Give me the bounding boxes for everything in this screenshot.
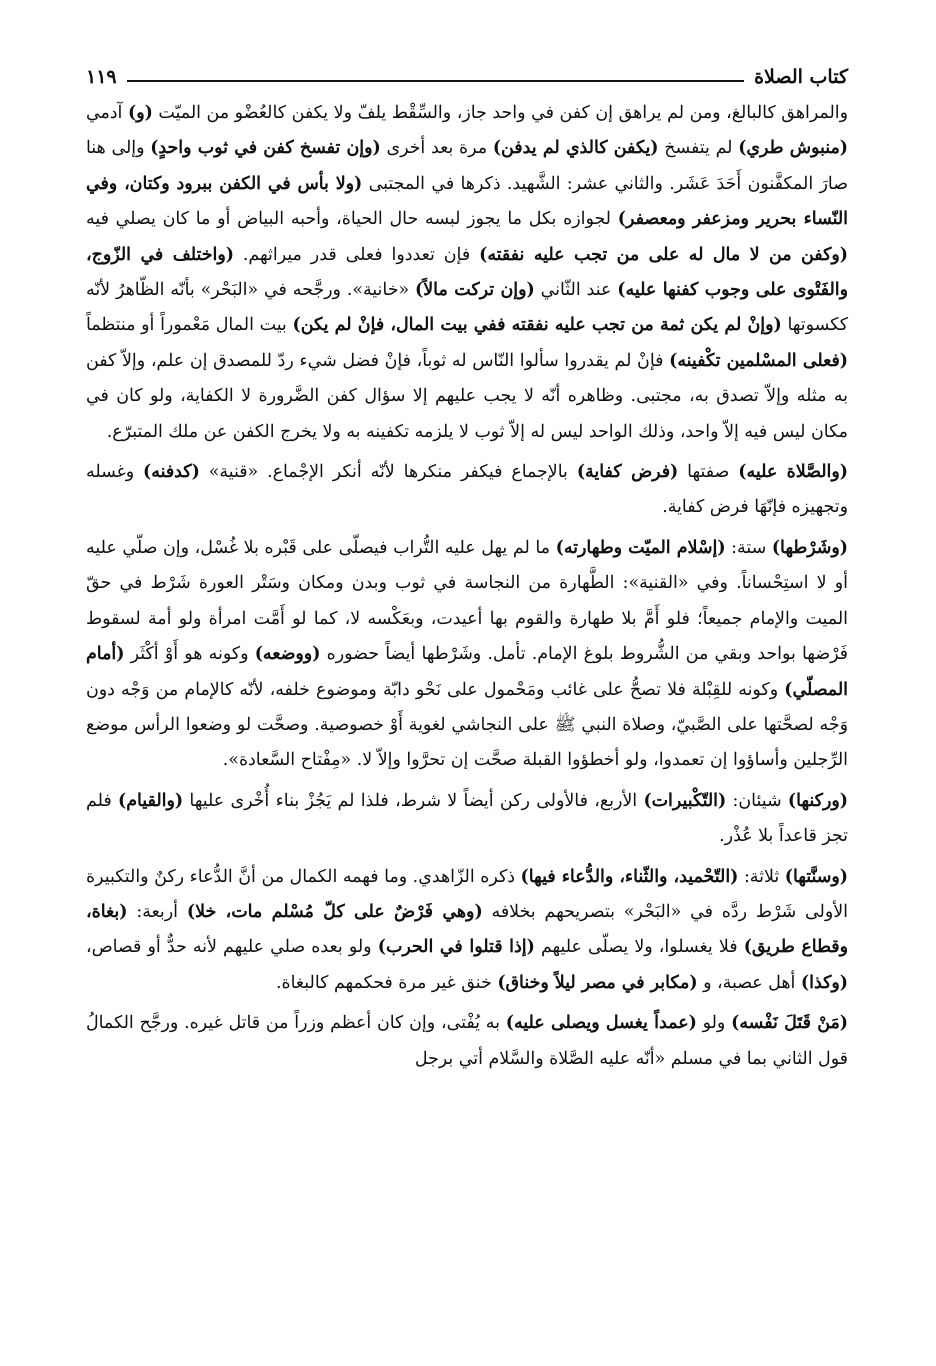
- text-run: وإلى هنا صارَ المكفَّنون أَحَدَ عَشَر. والثاني عشر: الشَّهيد. ذكرها في المجتبى: [86, 138, 848, 194]
- bold-text-run: (فرض كفاية): [576, 462, 679, 483]
- bold-text-run: (وهي فَرْضٌ على كلّ مُسْلم مات، خلا): [186, 901, 483, 922]
- bold-text-run: (وكذا): [800, 972, 848, 993]
- paragraph-6: [86, 1006, 848, 1077]
- text-run: به يُفْتى، وإن كان أعظم وزراً من قاتل غيره. ورجَّح الكمالُ قول الثاني بما في مسلم «أنّه عليه الصَّلاة والسَّلام أتي برجل: [86, 1013, 848, 1069]
- text-run: خنق غير مرة فحكمهم كالبغاة.: [275, 972, 498, 993]
- running-title: كتاب الصلاة: [754, 66, 848, 88]
- text-run: أربعة:: [127, 901, 187, 922]
- text-run: أهل عصبة، و: [697, 972, 801, 993]
- bold-text-run: (وشَرْطها): [771, 537, 848, 558]
- page-number: ١١٩: [86, 66, 117, 88]
- bold-text-run: (منبوش طري): [738, 138, 848, 159]
- text-run: فإن تعددوا فعلى قدر ميراثهم.: [233, 244, 480, 265]
- bold-text-run: (مَنْ قَتَلَ نَفْسه): [731, 1013, 849, 1034]
- text-run: آدمي: [86, 103, 128, 123]
- text-run: بيت المال مَعْموراً أو منتظماً: [86, 315, 293, 336]
- bold-text-run: (إذا قتلوا في الحرب): [377, 937, 535, 958]
- bold-text-run: (التّحْميد، والثّناء، والدُّعاء فيها): [520, 866, 739, 887]
- book-page: [86, 52, 848, 1077]
- text-run: مرة بعد أخرى: [380, 138, 493, 159]
- bold-text-run: (وكفن من لا مال له على من تجب عليه نفقته): [479, 244, 848, 265]
- bold-text-run: (عمداً يغسل ويصلى عليه): [505, 1013, 697, 1034]
- bold-text-run: (وإن تفسخ كفن في ثوب واحدٍ): [150, 138, 381, 159]
- text-run: ما لم يهل عليه التُّراب فيصلّى على قَبْره بلا غُسْل، وإن صلّي عليه أو لا استِحْساناً. وفي «القنية»: الطَّهارة من النجاسة في ثوب وبدن ومكان وسَتْر العورة شَرْط في حقّ الميت والإمام جميعاً؛ فلو أَمَّ بلا طهارة والقوم بها أعيدت، وبعَكْسه لا، كما لو أَمَّت امرأة ولو أمة لسقوط فَرْضها بواحد وبقي من الشُّروط بلوغ الإمام. تأمل. وشَرْطها أيضاً حضوره: [86, 537, 848, 665]
- bold-text-run: (والصَّلاة عليه): [738, 462, 848, 483]
- bold-text-run: (وإن تركت مالاً): [415, 280, 535, 301]
- bold-text-run: (مكابر في مصر ليلاً وخناق): [497, 972, 698, 993]
- text-run: صفتها: [678, 462, 739, 483]
- bold-text-run: (وركنها): [787, 790, 848, 811]
- text-run: شيئان:: [726, 790, 788, 811]
- text-run: ولو: [696, 1013, 732, 1034]
- paragraph-3: [86, 531, 848, 779]
- bold-text-run: (وإنْ لم يكن ثمة من تجب عليه نفقته ففي بيت المال، فإنْ لم يكن): [292, 315, 782, 336]
- bold-text-run: (ولا بأس في الكفن ببرود وكتان، وفي النّساء بحرير ومزعفر ومعصفر): [86, 173, 848, 230]
- text-run: «خانية». ورجَّحه في «البَحْر» بأنّه الظّاهرُ لأنّه ككسوتها: [86, 280, 848, 336]
- bold-text-run: (و): [127, 103, 153, 123]
- paragraph-4: [86, 784, 848, 855]
- text-run: ثلاثة:: [738, 866, 785, 887]
- text-run: الأربع، فالأولى ركن أيضاً لا شرط، فلذا لم يَجُزْ بناء أُخْرى عليها: [183, 790, 644, 811]
- bold-text-run: (والقيام): [117, 790, 184, 811]
- bold-text-run: (يكفن كالذي لم يدفن): [492, 138, 659, 159]
- header-rule: [127, 80, 744, 82]
- text-run: بالإجماع فيكفر منكرها لأنّه أنكر الإجْماع. «قنية»: [199, 462, 577, 483]
- text-run: ذكره الزّاهدي. وما فهمه الكمال من أنَّ الدُّعاء ركنٌ والتكبيرة الأولى شَرْط ردَّه في «البَحْر» بتصريحهم بخلافه: [86, 866, 848, 922]
- text-run: فلا يغسلوا، ولا يصلّى عليهم: [534, 937, 744, 958]
- page-header: [86, 52, 848, 88]
- page-body: [86, 96, 848, 1077]
- bold-text-run: (وسنَّتها): [784, 866, 848, 887]
- bold-text-run: (أمام المصلّي): [86, 644, 848, 700]
- bold-text-run: (واختلف في الزّوج، والفَتْوى على وجوب كفنها عليه): [86, 244, 849, 301]
- text-run: والمراهق كالبالغ، ومن لم يراهق إن كفن في واحد جاز، والسِّقْط يلفّ ولا يكفن كالعُضْو من الميّت: [152, 103, 848, 123]
- bold-text-run: (بغاة، وقطاع طريق): [86, 901, 849, 958]
- text-run: لجوازه بكل ما يجوز لبسه حال الحياة، وأحبه البياض أو ما كان يصلي فيه: [86, 209, 618, 230]
- text-run: فلم تجز قاعداً بلا عُذْر.: [86, 790, 848, 847]
- paragraph-5: [86, 860, 848, 1002]
- bold-text-run: (فعلى المسْلمين تكْفينه): [669, 350, 849, 371]
- text-run: لم يتفسخ: [658, 138, 739, 159]
- paragraph-2: [86, 455, 848, 526]
- bold-text-run: (كدفنه): [143, 462, 200, 483]
- bold-text-run: (إسْلام الميّت وطهارته): [555, 537, 726, 558]
- bold-text-run: (التّكْبيرات): [643, 790, 727, 811]
- text-run: وكونه هو أَوْ أكْثَر: [124, 644, 255, 665]
- text-run: وغسله وتجهيزه فإنّهَا فرض كفاية.: [86, 462, 848, 518]
- text-run: ولو بعده صلي عليهم لأنه حدٌّ أو قصاص،: [86, 937, 378, 958]
- paragraph-1: [86, 96, 848, 450]
- text-run: ستة:: [725, 537, 772, 558]
- text-run: وكونه للقِبْلة فلا تصحُّ على غائب ومَحْمول على نَحْو دابّة وموضوع خلفه، لأنّه كالإمام من وَجْه دون وَجْه لصحَّتها على الصَّبيّ، وصلاة النبي ﷺ على النجاشي لغوية أَوْ خصوصية. وصحَّت لو وضعوا الرأس موضع الرِّجلين وأساؤوا إن تعمدوا، ولو أخطؤوا القبلة صحَّت إن تحرَّوا وإلاّ لا. «مِفْتاح السَّعادة».: [86, 679, 848, 771]
- text-run: عند الثّاني: [534, 280, 618, 301]
- bold-text-run: (ووضعه): [254, 644, 321, 665]
- text-run: فإنْ لم يقدروا سألوا النّاس له ثوباً، فإنْ فضل شيء ردّ للمصدق إن علم، وإلاّ كفن به مثله وإلاّ تصدق به، مجتبى. وظاهره أنّه لا يجب عليهم إلا سؤال كفن الضَّرورة لا الكفاية، ولو كان في مكان ليس فيه إلاّ واحد، وذلك الواحد ليس له إلاّ ثوب لا يلزمه تكفينه به ولا يخرج الكفن عن ملك المتبرّع.: [86, 350, 848, 442]
